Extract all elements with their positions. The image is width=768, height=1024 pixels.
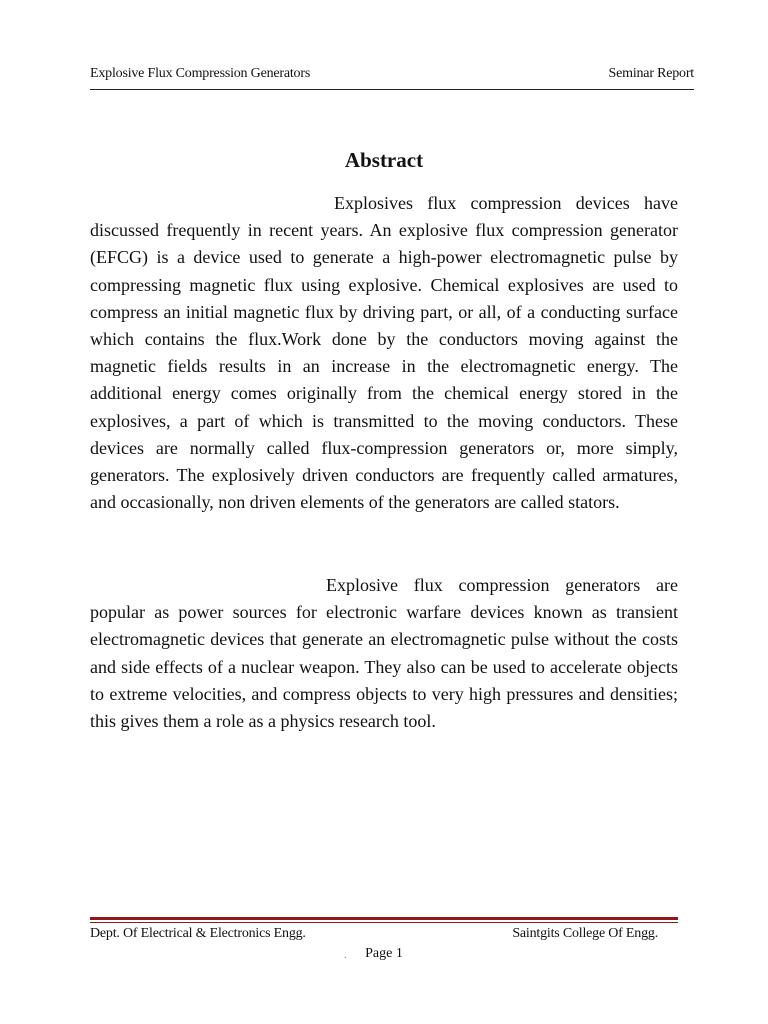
header-document-title: Explosive Flux Compression Generators — [90, 66, 311, 81]
footer-divider-thin — [90, 922, 678, 923]
section-title: Abstract — [344, 148, 424, 172]
abstract-paragraph-1: Explosives flux compression devices have discussed frequently in recent years. An explosive flux compression generator (EFCG) is a device used to generate a high-power electromagnetic pulse by compressing magnetic flux using explosive. Chemical explosives are used to compress an initial magnetic flux by driving part, or all, of a conducting surface which contains the flux.Work done by the conductors moving against the magnetic fields results in an increase in the electromagnetic energy. The additional energy comes originally from the chemical energy stored in the explosives, a part of which is transmitted to the moving conductors. These devices are normally called flux-compression generators or, more simply, generators. The explosively driven conductors are frequently called armatures, and occasionally, non driven elements of the generators are called stators. — [90, 193, 678, 513]
header-report-type: Seminar Report — [608, 66, 694, 81]
footer-dot-mark: . — [344, 950, 347, 961]
footer-divider-thick — [90, 917, 678, 920]
abstract-paragraph-2: Explosive flux compression generators are popular as power sources for electronic warfare devices known as transient electromagnetic devices that generate an electromagnetic pulse without the costs and side effects of a nuclear weapon. They also can be used to accelerate objects to extreme velocities, and compress objects to very high pressures and densities; this gives them a role as a physics research tool. — [90, 575, 678, 732]
page-header — [90, 66, 694, 86]
header-divider — [90, 89, 694, 90]
page-number: Page 1 — [365, 946, 403, 961]
footer-department: Dept. Of Electrical & Electronics Engg. — [90, 926, 306, 941]
footer-college: Saintgits College Of Engg. — [512, 926, 658, 941]
